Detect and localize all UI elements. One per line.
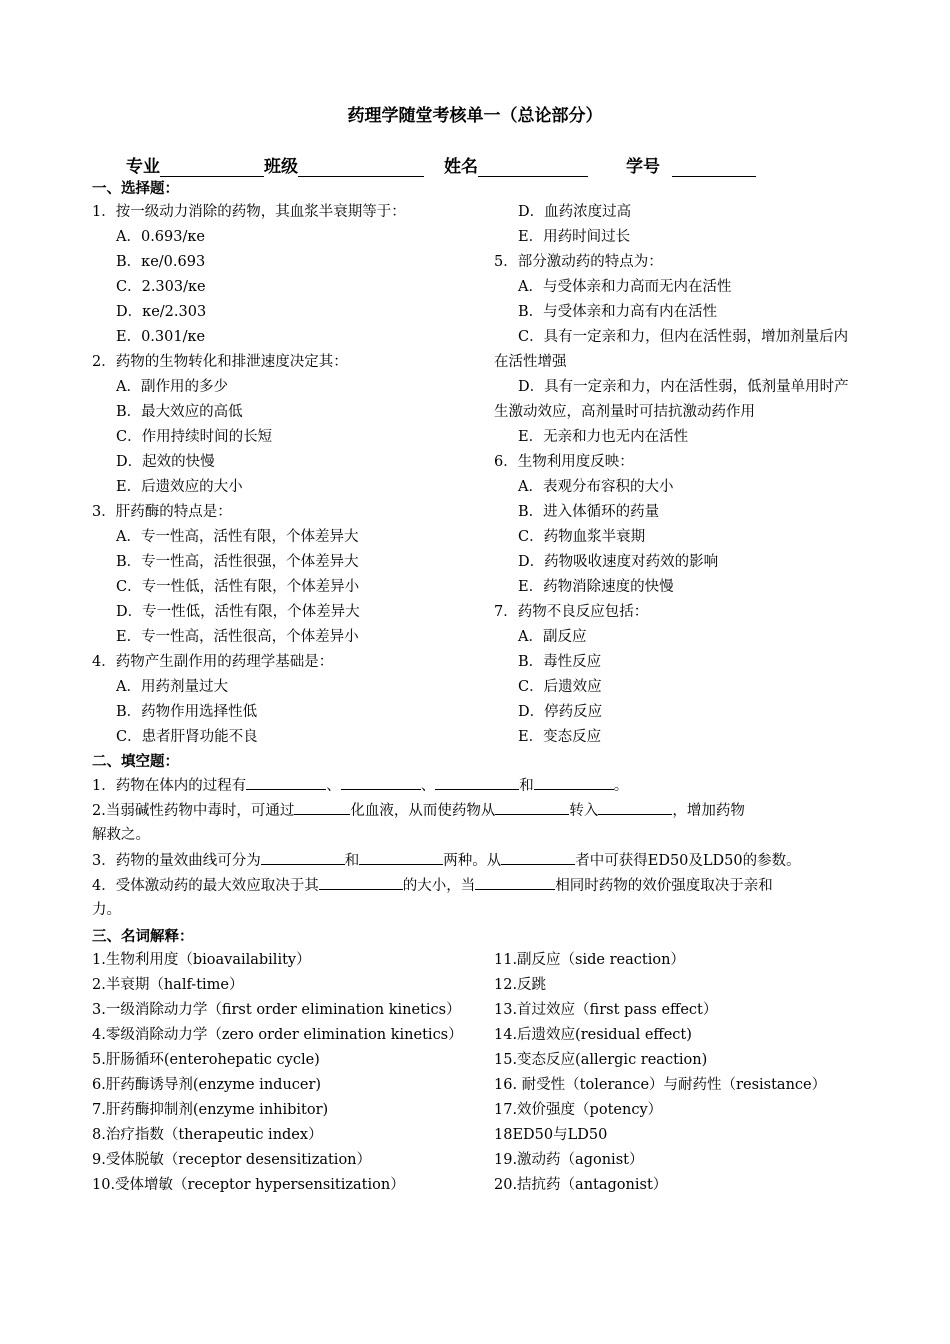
- answer-option: A．与受体亲和力高而无内在活性: [518, 279, 732, 295]
- answer-option: A．副反应: [518, 629, 587, 645]
- term-item: 5.肝肠循环(enterohepatic cycle): [92, 1052, 320, 1068]
- answer-option: D．血药浓度过高: [518, 204, 632, 220]
- fill-question-3: 3．药物的量效曲线可分为 和 两种。从 者中可获得ED50及LD50的参数。: [92, 848, 860, 873]
- term-item: 6.肝药酶诱导剂(enzyme inducer): [92, 1077, 322, 1093]
- term-item: 8.治疗指数（therapeutic index）: [92, 1127, 323, 1143]
- answer-option: B．最大效应的高低: [116, 404, 243, 420]
- term-item: 10.受体增敏（receptor hypersensitization）: [92, 1177, 405, 1193]
- question-stem: 4．药物产生副作用的药理学基础是：: [92, 654, 334, 670]
- choice-left-column: [92, 200, 482, 750]
- answer-option: B．药物作用选择性低: [116, 704, 258, 720]
- fill-blank[interactable]: [501, 848, 575, 865]
- class-label: 班级: [264, 157, 298, 177]
- answer-option: E．无亲和力也无内在活性: [518, 429, 689, 445]
- fill-blank[interactable]: [598, 798, 672, 815]
- term-item: 17.效价强度（potency）: [494, 1102, 663, 1118]
- answer-option: E．后遗效应的大小: [116, 479, 243, 495]
- term-item: 4.零级消除动力学（zero order elimination kinetics）: [92, 1027, 463, 1043]
- term-item: 18ED50与LD50: [494, 1127, 608, 1143]
- question-stem: 3．肝药酶的特点是：: [92, 504, 232, 520]
- answer-option: A．副作用的多少: [116, 379, 228, 395]
- question-stem: 6．生物利用度反映：: [494, 454, 634, 470]
- answer-option: D．κe/2.303: [116, 304, 207, 320]
- fill-section-heading: 二、填空题：: [92, 754, 179, 770]
- term-item: 7.肝药酶抑制剂(enzyme inhibitor): [92, 1102, 329, 1118]
- answer-option: A．表观分布容积的大小: [518, 479, 674, 495]
- answer-option: A．专一性高，活性有限，个体差异大: [116, 529, 359, 545]
- answer-option: C．患者肝肾功能不良: [116, 729, 258, 745]
- fill-question-4-cont: 力。: [92, 902, 121, 918]
- fill-question-1: 1．药物在体内的过程有 、 、 和 。: [92, 773, 860, 798]
- answer-option: C．后遗效应: [518, 679, 602, 695]
- question-stem: 7．药物不良反应包括：: [494, 604, 649, 620]
- question-stem: 5．部分激动药的特点为：: [494, 254, 663, 270]
- fill-blank[interactable]: [246, 773, 326, 790]
- term-item: 1.生物利用度（bioavailability）: [92, 952, 311, 968]
- page-title: 药理学随堂考核单一（总论部分）: [347, 106, 603, 126]
- choice-section-heading: 一、选择题：: [92, 181, 179, 197]
- name-field[interactable]: [478, 158, 588, 177]
- fill-blank[interactable]: [341, 773, 421, 790]
- term-item: 20.拮抗药（antagonist）: [494, 1177, 668, 1193]
- fill-in-questions: [92, 773, 860, 923]
- answer-option: E．0.301/κe: [116, 329, 206, 345]
- answer-option: C．具有一定亲和力，但内在活性弱，增加剂量后内在活性增强: [494, 329, 849, 370]
- answer-option: B．毒性反应: [518, 654, 602, 670]
- question-stem: 1．按一级动力消除的药物，其血浆半衰期等于：: [92, 204, 406, 220]
- term-item: 12.反跳: [494, 977, 547, 993]
- answer-option: E．药物消除速度的快慢: [518, 579, 674, 595]
- fill-question-2-cont: 解救之。: [92, 827, 150, 843]
- fill-question-4: 4．受体激动药的最大效应取决于其 的大小，当 相同时药物的效价强度取决于亲和: [92, 873, 860, 898]
- fill-blank[interactable]: [294, 798, 350, 815]
- fill-blank[interactable]: [475, 873, 555, 890]
- terms-left-column: [92, 948, 463, 1198]
- fill-blank[interactable]: [534, 773, 614, 790]
- fill-blank[interactable]: [319, 873, 403, 890]
- fill-blank[interactable]: [261, 848, 345, 865]
- term-item: 11.副反应（side reaction）: [494, 952, 685, 968]
- answer-option: B．κe/0.693: [116, 254, 206, 270]
- answer-option: E．变态反应: [518, 729, 602, 745]
- term-item: 13.首过效应（first pass effect）: [494, 1002, 718, 1018]
- term-item: 14.后遗效应(residual effect): [494, 1027, 692, 1043]
- name-label: 姓名: [444, 157, 478, 177]
- major-field[interactable]: [160, 158, 264, 177]
- answer-option: D．具有一定亲和力，内在活性弱，低剂量单用时产生激动效应，高剂量时可拮抗激动药作用: [494, 379, 849, 420]
- answer-option: E．用药时间过长: [518, 229, 631, 245]
- term-item: 2.半衰期（half-time）: [92, 977, 244, 993]
- choice-right-column: [494, 200, 860, 750]
- term-item: 9.受体脱敏（receptor desensitization）: [92, 1152, 372, 1168]
- fill-question-2: 2.当弱碱性药物中毒时，可通过 化血液，从而使药物从 转入 ，增加药物: [92, 798, 860, 823]
- answer-option: A．0.693/κe: [116, 229, 206, 245]
- class-field[interactable]: [298, 158, 424, 177]
- question-stem: 2．药物的生物转化和排泄速度决定其：: [92, 354, 348, 370]
- term-item: 16. 耐受性（tolerance）与耐药性（resistance）: [494, 1077, 827, 1093]
- student-id-field[interactable]: [672, 158, 756, 177]
- answer-option: C．2.303/κe: [116, 279, 206, 295]
- student-info-row: [126, 152, 756, 177]
- term-item: 19.激动药（agonist）: [494, 1152, 644, 1168]
- answer-option: B．与受体亲和力高有内在活性: [518, 304, 718, 320]
- answer-option: D．停药反应: [518, 704, 603, 720]
- answer-option: D．起效的快慢: [116, 454, 215, 470]
- answer-option: E．专一性高，活性很高，个体差异小: [116, 629, 359, 645]
- terms-right-column: [494, 948, 860, 1198]
- answer-option: C．专一性低，活性有限，个体差异小: [116, 579, 360, 595]
- fill-blank[interactable]: [495, 798, 569, 815]
- term-item: 15.变态反应(allergic reaction): [494, 1052, 708, 1068]
- fill-blank[interactable]: [359, 848, 443, 865]
- answer-option: D．专一性低，活性有限，个体差异大: [116, 604, 360, 620]
- fill-blank[interactable]: [435, 773, 519, 790]
- answer-option: D．药物吸收速度对药效的影响: [518, 554, 719, 570]
- terms-section-heading: 三、名词解释：: [92, 929, 194, 945]
- term-item: 3.一级消除动力学（first order elimination kinetics）: [92, 1002, 461, 1018]
- student-id-label: 学号: [626, 157, 660, 177]
- answer-option: A．用药剂量过大: [116, 679, 228, 695]
- major-label: 专业: [126, 157, 160, 177]
- answer-option: C．药物血浆半衰期: [518, 529, 646, 545]
- answer-option: C．作用持续时间的长短: [116, 429, 273, 445]
- answer-option: B．进入体循环的药量: [518, 504, 660, 520]
- answer-option: B．专一性高，活性很强，个体差异大: [116, 554, 359, 570]
